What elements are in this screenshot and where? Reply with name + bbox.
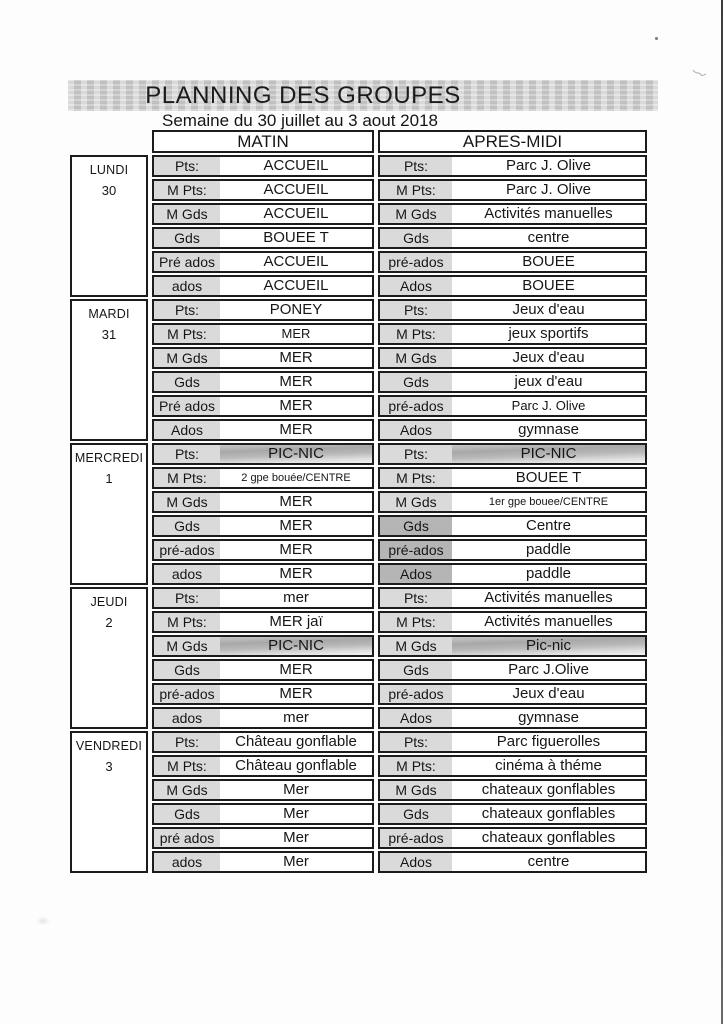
group-label: Ados <box>154 421 220 439</box>
activity-value: jeux sportifs <box>508 325 589 342</box>
activity-value: ACCUEIL <box>263 277 329 294</box>
scan-speck-squiggle <box>692 64 708 74</box>
morning-cell <box>152 659 374 681</box>
scan-edge-line <box>721 0 723 1024</box>
morning-cell <box>152 491 374 513</box>
schedule-row <box>152 683 648 705</box>
group-label: M Pts: <box>380 757 452 775</box>
group-label: pré ados <box>154 829 220 847</box>
group-label: Pts: <box>154 445 220 463</box>
morning-cell <box>152 179 374 201</box>
scan-smudge-mark <box>36 917 50 925</box>
group-label: Gds <box>154 805 220 823</box>
day-name: VENDREDI <box>75 739 143 753</box>
schedule-row <box>152 707 648 729</box>
activity-value: Jeux d'eau <box>512 685 585 702</box>
schedule-row <box>152 419 648 441</box>
group-label: Ados <box>380 709 452 727</box>
schedule-row <box>152 635 648 657</box>
activity-value: Mer <box>283 805 309 822</box>
group-label: Pts: <box>380 301 452 319</box>
group-label: Gds <box>380 373 452 391</box>
schedule-row <box>152 443 648 465</box>
morning-cell <box>152 755 374 777</box>
afternoon-cell <box>378 371 647 393</box>
activity-value: MER <box>279 493 313 510</box>
activity-value: paddle <box>525 565 572 582</box>
schedule-row <box>152 467 648 489</box>
afternoon-cell <box>378 659 647 681</box>
activity-value: Centre <box>525 517 572 534</box>
day-rows <box>152 155 648 299</box>
schedule-row <box>152 611 648 633</box>
morning-cell <box>152 515 374 537</box>
group-label: Gds <box>154 517 220 535</box>
activity-value: Activités manuelles <box>484 613 613 630</box>
schedule-row <box>152 347 648 369</box>
activity-value: Jeux d'eau <box>512 301 585 318</box>
schedule-row <box>152 755 648 777</box>
morning-cell <box>152 227 374 249</box>
afternoon-cell <box>378 419 647 441</box>
group-label: ados <box>154 565 220 583</box>
day-cell <box>70 731 148 873</box>
schedule-row <box>152 491 648 513</box>
morning-cell <box>152 419 374 441</box>
group-label: Pts: <box>154 733 220 751</box>
activity-value: ACCUEIL <box>263 157 329 174</box>
morning-cell <box>152 299 374 321</box>
schedule-row <box>152 203 648 225</box>
afternoon-cell <box>378 227 647 249</box>
group-label: pré-ados <box>154 541 220 559</box>
group-label: Pts: <box>380 157 452 175</box>
morning-cell <box>152 683 374 705</box>
scan-speck-dot <box>655 37 658 40</box>
group-label: ados <box>154 277 220 295</box>
group-label: Gds <box>154 373 220 391</box>
activity-value: Château gonflable <box>235 733 357 750</box>
day-section <box>70 299 648 443</box>
group-label: M Gds <box>154 349 220 367</box>
morning-cell <box>152 395 374 417</box>
afternoon-cell <box>378 491 647 513</box>
activity-value: MER <box>279 421 313 438</box>
schedule-row <box>152 779 648 801</box>
group-label: Ados <box>380 421 452 439</box>
group-label: M Pts: <box>154 613 220 631</box>
morning-cell <box>152 443 374 465</box>
afternoon-cell <box>378 443 647 465</box>
activity-value: gymnase <box>518 421 579 438</box>
activity-value: Château gonflable <box>235 757 357 774</box>
page-title: PLANNING DES GROUPES <box>145 82 461 109</box>
morning-cell <box>152 587 374 609</box>
day-rows <box>152 443 648 587</box>
group-label: Pts: <box>380 589 452 607</box>
activity-value: PIC-NIC <box>220 445 372 463</box>
group-label: pré-ados <box>380 829 452 847</box>
activity-value: MER <box>279 517 313 534</box>
afternoon-cell <box>378 179 647 201</box>
activity-value: Activités manuelles <box>484 205 613 222</box>
activity-value: mer <box>283 589 309 606</box>
activity-value: MER <box>279 661 313 678</box>
day-rows <box>152 731 648 875</box>
schedule-row <box>152 179 648 201</box>
schedule-row <box>152 851 648 873</box>
day-section <box>70 155 648 299</box>
group-label: ados <box>154 709 220 727</box>
afternoon-cell <box>378 467 647 489</box>
day-section <box>70 587 648 731</box>
group-label: M Pts: <box>154 325 220 343</box>
morning-cell <box>152 827 374 849</box>
schedule-row <box>152 539 648 561</box>
morning-cell <box>152 707 374 729</box>
schedule-row <box>152 371 648 393</box>
activity-value: gymnase <box>518 709 579 726</box>
activity-value: MER <box>279 397 313 414</box>
group-label: M Pts: <box>380 325 452 343</box>
group-label: M Gds <box>380 781 452 799</box>
afternoon-cell <box>378 803 647 825</box>
header-afternoon: APRES-MIDI <box>378 130 647 153</box>
day-section <box>70 443 648 587</box>
day-number: 31 <box>101 327 117 342</box>
activity-value: MER <box>279 685 313 702</box>
day-cell <box>70 155 148 297</box>
group-label: Ados <box>380 277 452 295</box>
schedule-row <box>152 827 648 849</box>
group-label: Pts: <box>154 301 220 319</box>
group-label: Pts: <box>380 733 452 751</box>
activity-value: BOUEE <box>522 277 575 294</box>
group-label: Pts: <box>380 445 452 463</box>
page-subtitle: Semaine du 30 juillet au 3 aout 2018 <box>162 111 438 130</box>
group-label: Ados <box>380 853 452 871</box>
morning-cell <box>152 203 374 225</box>
activity-value: MER <box>279 349 313 366</box>
afternoon-cell <box>378 683 647 705</box>
afternoon-cell <box>378 755 647 777</box>
header-spacer <box>70 130 152 153</box>
schedule-row <box>152 251 648 273</box>
afternoon-cell <box>378 779 647 801</box>
group-label: pré-ados <box>380 397 452 415</box>
activity-value: Parc J. Olive <box>505 181 592 198</box>
title-banner <box>68 80 658 111</box>
activity-value: chateaux gonflables <box>481 781 616 798</box>
group-label: M Pts: <box>380 181 452 199</box>
planning-table <box>70 130 648 875</box>
activity-value: BOUEE T <box>263 229 329 246</box>
activity-value: mer <box>283 709 309 726</box>
schedule-row <box>152 587 648 609</box>
day-section <box>70 731 648 875</box>
afternoon-cell <box>378 323 647 345</box>
afternoon-cell <box>378 515 647 537</box>
day-number: 3 <box>105 759 113 774</box>
activity-value: PONEY <box>269 301 323 318</box>
afternoon-cell <box>378 707 647 729</box>
group-label: Ados <box>380 565 452 583</box>
group-label: M Pts: <box>380 613 452 631</box>
day-rows <box>152 299 648 443</box>
activity-value: ACCUEIL <box>263 205 329 222</box>
day-cell <box>70 299 148 441</box>
activity-value: Activités manuelles <box>484 589 613 606</box>
group-label: Gds <box>154 661 220 679</box>
afternoon-cell <box>378 299 647 321</box>
activity-value: ACCUEIL <box>263 253 329 270</box>
activity-value: centre <box>527 853 570 870</box>
group-label: Pré ados <box>154 253 220 271</box>
activity-value: Parc J. Olive <box>511 398 586 413</box>
group-label: Gds <box>380 517 452 535</box>
day-name: MERCREDI <box>74 451 144 465</box>
group-label: pré-ados <box>380 685 452 703</box>
schedule-row <box>152 395 648 417</box>
group-label: M Gds <box>380 205 452 223</box>
afternoon-cell <box>378 395 647 417</box>
morning-cell <box>152 851 374 873</box>
activity-value: Parc J.Olive <box>508 661 589 678</box>
activity-value: centre <box>527 229 570 246</box>
group-label: pré-ados <box>380 253 452 271</box>
morning-cell <box>152 803 374 825</box>
schedule-row <box>152 515 648 537</box>
afternoon-cell <box>378 611 647 633</box>
activity-value: Mer <box>283 853 309 870</box>
group-label: Pré ados <box>154 397 220 415</box>
group-label: M Pts: <box>380 469 452 487</box>
morning-cell <box>152 371 374 393</box>
group-label: pré-ados <box>154 685 220 703</box>
activity-value: Parc figuerolles <box>496 733 601 750</box>
day-cell <box>70 587 148 729</box>
group-label: Pts: <box>154 589 220 607</box>
activity-value: ACCUEIL <box>263 181 329 198</box>
schedule-row <box>152 275 648 297</box>
morning-cell <box>152 251 374 273</box>
activity-value: PIC-NIC <box>220 637 372 655</box>
group-label: Gds <box>154 229 220 247</box>
days-container <box>70 155 648 875</box>
activity-value: MER <box>281 326 311 341</box>
group-label: Gds <box>380 805 452 823</box>
group-label: M Gds <box>380 349 452 367</box>
schedule-row <box>152 299 648 321</box>
morning-cell <box>152 155 374 177</box>
schedule-row <box>152 803 648 825</box>
activity-value: Mer <box>283 781 309 798</box>
morning-cell <box>152 779 374 801</box>
activity-value: paddle <box>525 541 572 558</box>
day-rows <box>152 587 648 731</box>
afternoon-cell <box>378 563 647 585</box>
day-name: MARDI <box>88 307 130 321</box>
activity-value: jeux d'eau <box>514 373 583 390</box>
group-label: M Pts: <box>154 757 220 775</box>
schedule-row <box>152 155 648 177</box>
activity-value: MER <box>279 373 313 390</box>
group-label: Gds <box>380 229 452 247</box>
activity-value: cinéma à théme <box>495 757 602 774</box>
activity-value: MER jaï <box>269 613 323 630</box>
day-number: 30 <box>101 183 117 198</box>
group-label: pré-ados <box>380 541 452 559</box>
group-label: Pts: <box>154 157 220 175</box>
afternoon-cell <box>378 275 647 297</box>
activity-value: BOUEE <box>522 253 575 270</box>
day-number: 2 <box>105 615 113 630</box>
group-label: M Gds <box>154 781 220 799</box>
morning-cell <box>152 611 374 633</box>
group-label: M Gds <box>380 637 452 655</box>
afternoon-cell <box>378 587 647 609</box>
group-label: M Pts: <box>154 469 220 487</box>
group-label: M Pts: <box>154 181 220 199</box>
afternoon-cell <box>378 203 647 225</box>
header-row <box>70 130 648 153</box>
morning-cell <box>152 275 374 297</box>
group-label: M Gds <box>154 637 220 655</box>
morning-cell <box>152 539 374 561</box>
activity-value: Mer <box>283 829 309 846</box>
group-label: M Gds <box>154 493 220 511</box>
activity-value: chateaux gonflables <box>481 805 616 822</box>
activity-value: Pic-nic <box>452 637 645 655</box>
afternoon-cell <box>378 851 647 873</box>
afternoon-cell <box>378 635 647 657</box>
morning-cell <box>152 347 374 369</box>
activity-value: chateaux gonflables <box>481 829 616 846</box>
group-label: ados <box>154 853 220 871</box>
schedule-row <box>152 227 648 249</box>
activity-value: MER <box>279 565 313 582</box>
day-name: LUNDI <box>89 163 129 177</box>
activity-value: Jeux d'eau <box>512 349 585 366</box>
day-name: JEUDI <box>90 595 128 609</box>
schedule-row <box>152 323 648 345</box>
morning-cell <box>152 323 374 345</box>
afternoon-cell <box>378 827 647 849</box>
morning-cell <box>152 635 374 657</box>
group-label: Gds <box>380 661 452 679</box>
group-label: M Gds <box>380 493 452 511</box>
afternoon-cell <box>378 155 647 177</box>
schedule-row <box>152 731 648 753</box>
morning-cell <box>152 563 374 585</box>
day-cell <box>70 443 148 585</box>
activity-value: 1er gpe bouee/CENTRE <box>488 496 609 508</box>
afternoon-cell <box>378 347 647 369</box>
schedule-row <box>152 659 648 681</box>
group-label: M Gds <box>154 205 220 223</box>
activity-value: Parc J. Olive <box>505 157 592 174</box>
activity-value: 2 gpe bouée/CENTRE <box>241 472 351 484</box>
header-morning: MATIN <box>152 130 374 153</box>
afternoon-cell <box>378 731 647 753</box>
schedule-row <box>152 563 648 585</box>
activity-value: PIC-NIC <box>452 445 645 463</box>
morning-cell <box>152 731 374 753</box>
activity-value: BOUEE T <box>515 469 582 486</box>
activity-value: MER <box>279 541 313 558</box>
afternoon-cell <box>378 251 647 273</box>
day-number: 1 <box>105 471 113 486</box>
morning-cell <box>152 467 374 489</box>
afternoon-cell <box>378 539 647 561</box>
